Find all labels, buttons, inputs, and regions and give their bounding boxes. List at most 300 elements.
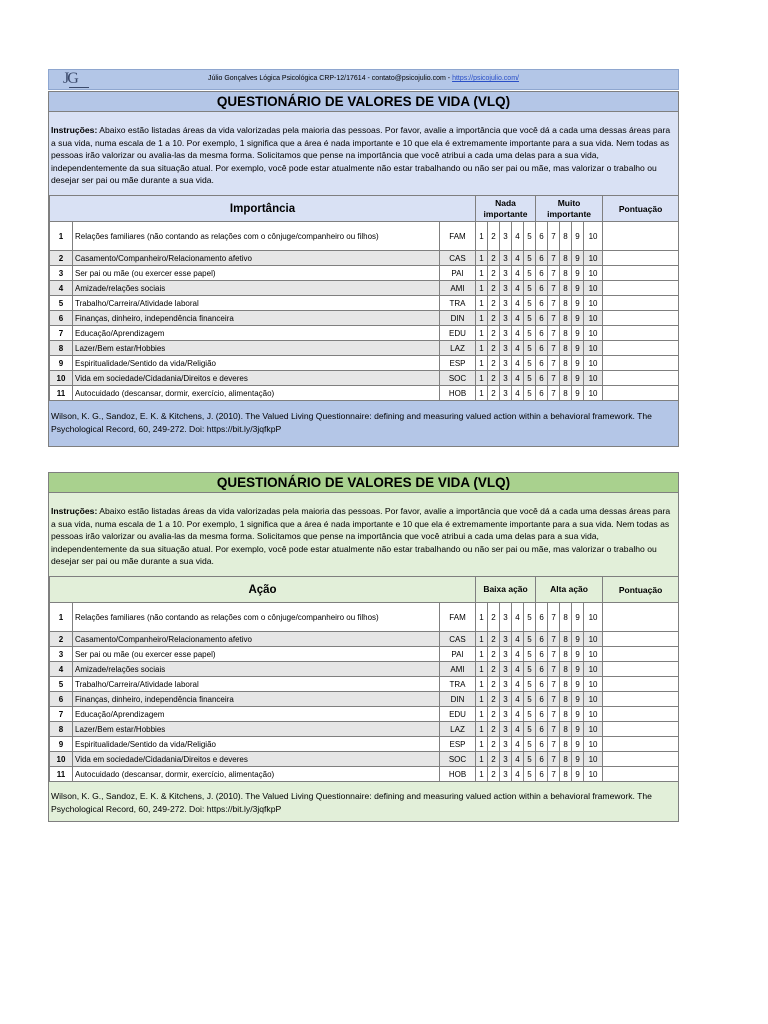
scale-option[interactable]: 10 [584, 677, 603, 692]
scale-option[interactable]: 9 [572, 371, 584, 386]
scale-option[interactable]: 4 [512, 752, 524, 767]
scale-option[interactable]: 8 [560, 707, 572, 722]
scale-option[interactable]: 9 [572, 632, 584, 647]
table-row [50, 326, 679, 341]
score-field[interactable] [603, 311, 679, 326]
scale-option[interactable]: 10 [584, 386, 603, 401]
scale-option[interactable]: 3 [500, 692, 512, 707]
scale-option[interactable]: 10 [584, 767, 603, 782]
score-field[interactable] [603, 326, 679, 341]
scale-option[interactable]: 4 [512, 341, 524, 356]
scale-option[interactable]: 1 [476, 266, 488, 281]
scale-option[interactable]: 5 [524, 371, 536, 386]
scale-option[interactable]: 5 [524, 222, 536, 251]
life-area: Casamento/Companheiro/Relacionamento afetivo [73, 251, 440, 266]
score-field[interactable] [603, 222, 679, 251]
scale-option[interactable]: 6 [536, 386, 548, 401]
scale-option[interactable]: 5 [524, 632, 536, 647]
scale-option[interactable]: 4 [512, 647, 524, 662]
scale-option[interactable]: 4 [512, 326, 524, 341]
table-row [50, 281, 679, 296]
scale-option[interactable]: 7 [548, 767, 560, 782]
scale-option[interactable]: 7 [548, 281, 560, 296]
scale-option[interactable]: 4 [512, 251, 524, 266]
scale-option[interactable]: 3 [500, 341, 512, 356]
scale-option[interactable]: 8 [560, 371, 572, 386]
scale-option[interactable]: 4 [512, 722, 524, 737]
scale-option[interactable]: 10 [584, 311, 603, 326]
scale-option[interactable]: 7 [548, 677, 560, 692]
scale-option[interactable]: 2 [488, 692, 500, 707]
scale-option[interactable]: 7 [548, 386, 560, 401]
scale-option[interactable]: 3 [500, 737, 512, 752]
scale-option[interactable]: 6 [536, 707, 548, 722]
scale-option[interactable]: 2 [488, 632, 500, 647]
scale-option[interactable]: 1 [476, 707, 488, 722]
scale-option[interactable]: 2 [488, 767, 500, 782]
scale-option[interactable]: 8 [560, 281, 572, 296]
scale-option[interactable]: 9 [572, 311, 584, 326]
scale-option[interactable]: 7 [548, 311, 560, 326]
questionnaire-action [48, 472, 679, 822]
scale-option[interactable]: 1 [476, 311, 488, 326]
scale-option[interactable]: 5 [524, 677, 536, 692]
scale-option[interactable]: 7 [548, 341, 560, 356]
scale-option[interactable]: 10 [584, 752, 603, 767]
scale-option[interactable]: 4 [512, 677, 524, 692]
scale-option[interactable]: 6 [536, 662, 548, 677]
scale-option[interactable]: 6 [536, 632, 548, 647]
scale-option[interactable]: 9 [572, 386, 584, 401]
scale-option[interactable]: 5 [524, 296, 536, 311]
scale-option[interactable]: 1 [476, 722, 488, 737]
scale-option[interactable]: 8 [560, 752, 572, 767]
scale-option[interactable]: 3 [500, 281, 512, 296]
scale-option[interactable]: 1 [476, 632, 488, 647]
scale-option[interactable]: 5 [524, 662, 536, 677]
scale-option[interactable]: 1 [476, 603, 488, 632]
row-number: 11 [50, 767, 73, 782]
scale-option[interactable]: 6 [536, 722, 548, 737]
scale-option[interactable]: 6 [536, 692, 548, 707]
scale-option[interactable]: 5 [524, 356, 536, 371]
table-row [50, 707, 679, 722]
instructions-label: Instruções: [51, 125, 98, 135]
area-code: DIN [440, 311, 476, 326]
scale-option[interactable]: 10 [584, 356, 603, 371]
row-number: 3 [50, 647, 73, 662]
scale-option[interactable]: 5 [524, 603, 536, 632]
scale-option[interactable]: 7 [548, 632, 560, 647]
scale-option[interactable]: 6 [536, 371, 548, 386]
score-field[interactable] [603, 632, 679, 647]
scale-option[interactable]: 10 [584, 341, 603, 356]
scale-option[interactable]: 9 [572, 647, 584, 662]
rating-table [49, 576, 679, 782]
scale-option[interactable]: 10 [584, 296, 603, 311]
scale-option[interactable]: 2 [488, 311, 500, 326]
row-number: 4 [50, 281, 73, 296]
scale-option[interactable]: 1 [476, 677, 488, 692]
scale-option[interactable]: 4 [512, 662, 524, 677]
row-number: 7 [50, 326, 73, 341]
scale-option[interactable]: 6 [536, 266, 548, 281]
scale-option[interactable]: 6 [536, 737, 548, 752]
scale-option[interactable]: 4 [512, 266, 524, 281]
scale-option[interactable]: 10 [584, 266, 603, 281]
scale-option[interactable]: 1 [476, 281, 488, 296]
row-number: 2 [50, 251, 73, 266]
scale-option[interactable]: 7 [548, 737, 560, 752]
scale-option[interactable]: 2 [488, 371, 500, 386]
scale-option[interactable]: 7 [548, 647, 560, 662]
scale-option[interactable]: 8 [560, 647, 572, 662]
scale-option[interactable]: 8 [560, 326, 572, 341]
scale-option[interactable]: 9 [572, 722, 584, 737]
scale-option[interactable]: 7 [548, 722, 560, 737]
life-area: Casamento/Companheiro/Relacionamento afetivo [73, 632, 440, 647]
scale-option[interactable]: 2 [488, 356, 500, 371]
scale-option[interactable]: 8 [560, 662, 572, 677]
score-field[interactable] [603, 356, 679, 371]
scale-option[interactable]: 5 [524, 707, 536, 722]
scale-option[interactable]: 5 [524, 752, 536, 767]
scale-option[interactable]: 10 [584, 737, 603, 752]
scale-option[interactable]: 8 [560, 767, 572, 782]
scale-option[interactable]: 3 [500, 603, 512, 632]
scale-option[interactable]: 7 [548, 707, 560, 722]
scale-option[interactable]: 3 [500, 386, 512, 401]
life-area: Vida em sociedade/Cidadania/Direitos e deveres [73, 371, 440, 386]
scale-option[interactable]: 3 [500, 326, 512, 341]
scale-option[interactable]: 2 [488, 386, 500, 401]
scale-option[interactable]: 9 [572, 326, 584, 341]
scale-option[interactable]: 9 [572, 251, 584, 266]
scale-option[interactable]: 9 [572, 296, 584, 311]
scale-option[interactable]: 10 [584, 707, 603, 722]
row-number: 10 [50, 371, 73, 386]
row-number: 5 [50, 677, 73, 692]
scale-option[interactable]: 1 [476, 386, 488, 401]
questionnaire-title: QUESTIONÁRIO DE VALORES DE VIDA (VLQ) [49, 473, 678, 493]
scale-high-label: Alta ação [536, 577, 603, 603]
table-row [50, 266, 679, 281]
scale-option[interactable]: 6 [536, 251, 548, 266]
scale-option[interactable]: 9 [572, 266, 584, 281]
scale-option[interactable]: 1 [476, 752, 488, 767]
scale-option[interactable]: 2 [488, 707, 500, 722]
scale-option[interactable]: 6 [536, 326, 548, 341]
scale-option[interactable]: 5 [524, 251, 536, 266]
score-header: Pontuação [603, 577, 679, 603]
score-field[interactable] [603, 647, 679, 662]
scale-option[interactable]: 2 [488, 341, 500, 356]
scale-option[interactable]: 8 [560, 311, 572, 326]
scale-option[interactable]: 3 [500, 677, 512, 692]
scale-option[interactable]: 8 [560, 677, 572, 692]
scale-option[interactable]: 10 [584, 281, 603, 296]
scale-option[interactable]: 9 [572, 692, 584, 707]
scale-option[interactable]: 7 [548, 371, 560, 386]
scale-option[interactable]: 9 [572, 356, 584, 371]
table-row [50, 677, 679, 692]
scale-option[interactable]: 1 [476, 371, 488, 386]
scale-option[interactable]: 7 [548, 603, 560, 632]
scale-option[interactable]: 1 [476, 341, 488, 356]
scale-option[interactable]: 3 [500, 707, 512, 722]
table-row [50, 296, 679, 311]
scale-option[interactable]: 4 [512, 603, 524, 632]
scale-option[interactable]: 4 [512, 281, 524, 296]
scale-option[interactable]: 6 [536, 752, 548, 767]
scale-option[interactable]: 9 [572, 767, 584, 782]
scale-option[interactable]: 10 [584, 647, 603, 662]
scale-option[interactable]: 9 [572, 222, 584, 251]
area-code: AMI [440, 662, 476, 677]
scale-option[interactable]: 2 [488, 722, 500, 737]
scale-option[interactable]: 8 [560, 222, 572, 251]
scale-option[interactable]: 8 [560, 356, 572, 371]
scale-option[interactable]: 6 [536, 767, 548, 782]
scale-option[interactable]: 8 [560, 296, 572, 311]
scale-option[interactable]: 3 [500, 222, 512, 251]
scale-option[interactable]: 1 [476, 692, 488, 707]
score-field[interactable] [603, 692, 679, 707]
scale-option[interactable]: 8 [560, 603, 572, 632]
scale-option[interactable]: 1 [476, 662, 488, 677]
scale-option[interactable]: 1 [476, 647, 488, 662]
table-row [50, 692, 679, 707]
scale-option[interactable]: 7 [548, 251, 560, 266]
scale-option[interactable]: 7 [548, 296, 560, 311]
scale-option[interactable]: 5 [524, 386, 536, 401]
scale-option[interactable]: 10 [584, 603, 603, 632]
life-area: Finanças, dinheiro, independência financeira [73, 311, 440, 326]
scale-option[interactable]: 3 [500, 662, 512, 677]
scale-option[interactable]: 3 [500, 311, 512, 326]
scale-option[interactable]: 7 [548, 326, 560, 341]
scale-option[interactable]: 8 [560, 737, 572, 752]
score-header: Pontuação [603, 196, 679, 222]
score-field[interactable] [603, 767, 679, 782]
scale-option[interactable]: 2 [488, 266, 500, 281]
row-number: 9 [50, 737, 73, 752]
scale-option[interactable]: 10 [584, 722, 603, 737]
life-area: Trabalho/Carreira/Atividade laboral [73, 296, 440, 311]
scale-option[interactable]: 2 [488, 222, 500, 251]
score-field[interactable] [603, 386, 679, 401]
scale-option[interactable]: 3 [500, 356, 512, 371]
scale-option[interactable]: 4 [512, 356, 524, 371]
scale-option[interactable]: 3 [500, 647, 512, 662]
scale-option[interactable]: 1 [476, 767, 488, 782]
scale-option[interactable]: 6 [536, 341, 548, 356]
area-code: SOC [440, 371, 476, 386]
scale-option[interactable]: 5 [524, 767, 536, 782]
scale-option[interactable]: 3 [500, 722, 512, 737]
scale-option[interactable]: 2 [488, 296, 500, 311]
scale-option[interactable]: 10 [584, 222, 603, 251]
scale-option[interactable]: 4 [512, 707, 524, 722]
scale-option[interactable]: 9 [572, 603, 584, 632]
scale-option[interactable]: 5 [524, 326, 536, 341]
scale-option[interactable]: 5 [524, 737, 536, 752]
score-field[interactable] [603, 371, 679, 386]
scale-option[interactable]: 4 [512, 692, 524, 707]
area-code: ESP [440, 356, 476, 371]
scale-option[interactable]: 3 [500, 371, 512, 386]
scale-option[interactable]: 1 [476, 251, 488, 266]
scale-option[interactable]: 10 [584, 632, 603, 647]
scale-option[interactable]: 7 [548, 662, 560, 677]
score-field[interactable] [603, 752, 679, 767]
scale-option[interactable]: 7 [548, 752, 560, 767]
scale-option[interactable]: 10 [584, 371, 603, 386]
area-code: EDU [440, 707, 476, 722]
score-field[interactable] [603, 707, 679, 722]
scale-option[interactable]: 9 [572, 677, 584, 692]
score-field[interactable] [603, 737, 679, 752]
scale-option[interactable]: 1 [476, 356, 488, 371]
scale-option[interactable]: 6 [536, 281, 548, 296]
life-area: Trabalho/Carreira/Atividade laboral [73, 677, 440, 692]
scale-option[interactable]: 4 [512, 371, 524, 386]
scale-option[interactable]: 2 [488, 326, 500, 341]
table-row [50, 603, 679, 632]
scale-option[interactable]: 5 [524, 266, 536, 281]
scale-option[interactable]: 9 [572, 662, 584, 677]
scale-option[interactable]: 3 [500, 296, 512, 311]
scale-option[interactable]: 6 [536, 296, 548, 311]
scale-option[interactable]: 9 [572, 707, 584, 722]
scale-option[interactable]: 8 [560, 692, 572, 707]
scale-option[interactable]: 5 [524, 311, 536, 326]
scale-option[interactable]: 6 [536, 356, 548, 371]
scale-option[interactable]: 8 [560, 341, 572, 356]
website-link[interactable]: https://psicojulio.com/ [452, 75, 519, 82]
instructions [49, 112, 678, 195]
life-area: Lazer/Bem estar/Hobbies [73, 722, 440, 737]
scale-option[interactable]: 6 [536, 677, 548, 692]
scale-option[interactable]: 4 [512, 222, 524, 251]
area-code: TRA [440, 296, 476, 311]
scale-option[interactable]: 4 [512, 737, 524, 752]
score-field[interactable] [603, 677, 679, 692]
scale-option[interactable]: 4 [512, 296, 524, 311]
scale-option[interactable]: 1 [476, 296, 488, 311]
scale-option[interactable]: 5 [524, 341, 536, 356]
scale-option[interactable]: 5 [524, 722, 536, 737]
area-code: PAI [440, 266, 476, 281]
score-field[interactable] [603, 603, 679, 632]
scale-option[interactable]: 8 [560, 251, 572, 266]
scale-option[interactable]: 4 [512, 767, 524, 782]
score-field[interactable] [603, 296, 679, 311]
scale-option[interactable]: 6 [536, 222, 548, 251]
life-area: Ser pai ou mãe (ou exercer esse papel) [73, 647, 440, 662]
scale-option[interactable]: 3 [500, 251, 512, 266]
scale-option[interactable]: 5 [524, 281, 536, 296]
scale-option[interactable]: 2 [488, 737, 500, 752]
scale-option[interactable]: 3 [500, 767, 512, 782]
scale-option[interactable]: 5 [524, 692, 536, 707]
scale-option[interactable]: 1 [476, 326, 488, 341]
area-code: AMI [440, 281, 476, 296]
score-field[interactable] [603, 662, 679, 677]
row-number: 10 [50, 752, 73, 767]
score-field[interactable] [603, 341, 679, 356]
scale-option[interactable]: 6 [536, 311, 548, 326]
scale-option[interactable]: 2 [488, 603, 500, 632]
scale-option[interactable]: 2 [488, 251, 500, 266]
life-area: Relações familiares (não contando as relações com o cônjuge/companheiro ou filhos) [73, 603, 440, 632]
row-number: 6 [50, 311, 73, 326]
area-code: SOC [440, 752, 476, 767]
area-code: CAS [440, 251, 476, 266]
scale-option[interactable]: 2 [488, 662, 500, 677]
area-code: HOB [440, 767, 476, 782]
scale-option[interactable]: 2 [488, 647, 500, 662]
score-field[interactable] [603, 281, 679, 296]
scale-option[interactable]: 4 [512, 632, 524, 647]
scale-option[interactable]: 9 [572, 752, 584, 767]
scale-option[interactable]: 9 [572, 737, 584, 752]
scale-option[interactable]: 8 [560, 386, 572, 401]
score-field[interactable] [603, 266, 679, 281]
scale-option[interactable]: 7 [548, 356, 560, 371]
scale-option[interactable]: 2 [488, 281, 500, 296]
area-code: ESP [440, 737, 476, 752]
instructions-text: Abaixo estão listadas áreas da vida valorizadas pela maioria das pessoas. Por favor, avalie a importância que você dá a cada uma dessas áreas para a sua vida, numa escala de 1 a 10. Por exemplo, 1 significa que a área é nada importante e 10 que ela é extremamente importante para a sua vida. Nem todas as pessoas irão valorizar ou avalia-las da mesma forma. Solicitamos que pense na importância que você atribui a cada uma delas para a sua vida, independentemente da sua situação atual. Por exemplo, você pode estar atualmente não estar trabalhando ou não ser pai ou mãe, mas valorizar o trabalho ou desejar ser pai ou mãe durante a sua vida. [51, 506, 671, 566]
area-code: CAS [440, 632, 476, 647]
scale-option[interactable]: 8 [560, 632, 572, 647]
scale-option[interactable]: 8 [560, 722, 572, 737]
life-area: Finanças, dinheiro, independência financeira [73, 692, 440, 707]
scale-option[interactable]: 4 [512, 311, 524, 326]
scale-option[interactable]: 10 [584, 326, 603, 341]
area-code: LAZ [440, 722, 476, 737]
scale-option[interactable]: 10 [584, 251, 603, 266]
score-field[interactable] [603, 251, 679, 266]
scale-option[interactable]: 5 [524, 647, 536, 662]
document-header [48, 69, 679, 90]
scale-option[interactable]: 3 [500, 632, 512, 647]
row-number: 2 [50, 632, 73, 647]
scale-option[interactable]: 6 [536, 647, 548, 662]
table-row [50, 737, 679, 752]
scale-option[interactable]: 9 [572, 281, 584, 296]
row-number: 11 [50, 386, 73, 401]
scale-option[interactable]: 6 [536, 603, 548, 632]
scale-option[interactable]: 2 [488, 752, 500, 767]
area-code: HOB [440, 386, 476, 401]
scale-option[interactable]: 9 [572, 341, 584, 356]
scale-option[interactable]: 10 [584, 692, 603, 707]
scale-option[interactable]: 3 [500, 266, 512, 281]
scale-option[interactable]: 4 [512, 386, 524, 401]
scale-option[interactable]: 1 [476, 737, 488, 752]
scale-option[interactable]: 7 [548, 692, 560, 707]
scale-option[interactable]: 10 [584, 662, 603, 677]
scale-option[interactable]: 7 [548, 266, 560, 281]
scale-option[interactable]: 3 [500, 752, 512, 767]
scale-option[interactable]: 1 [476, 222, 488, 251]
scale-option[interactable]: 2 [488, 677, 500, 692]
scale-option[interactable]: 7 [548, 222, 560, 251]
scale-option[interactable]: 8 [560, 266, 572, 281]
score-field[interactable] [603, 722, 679, 737]
instructions-label: Instruções: [51, 506, 98, 516]
